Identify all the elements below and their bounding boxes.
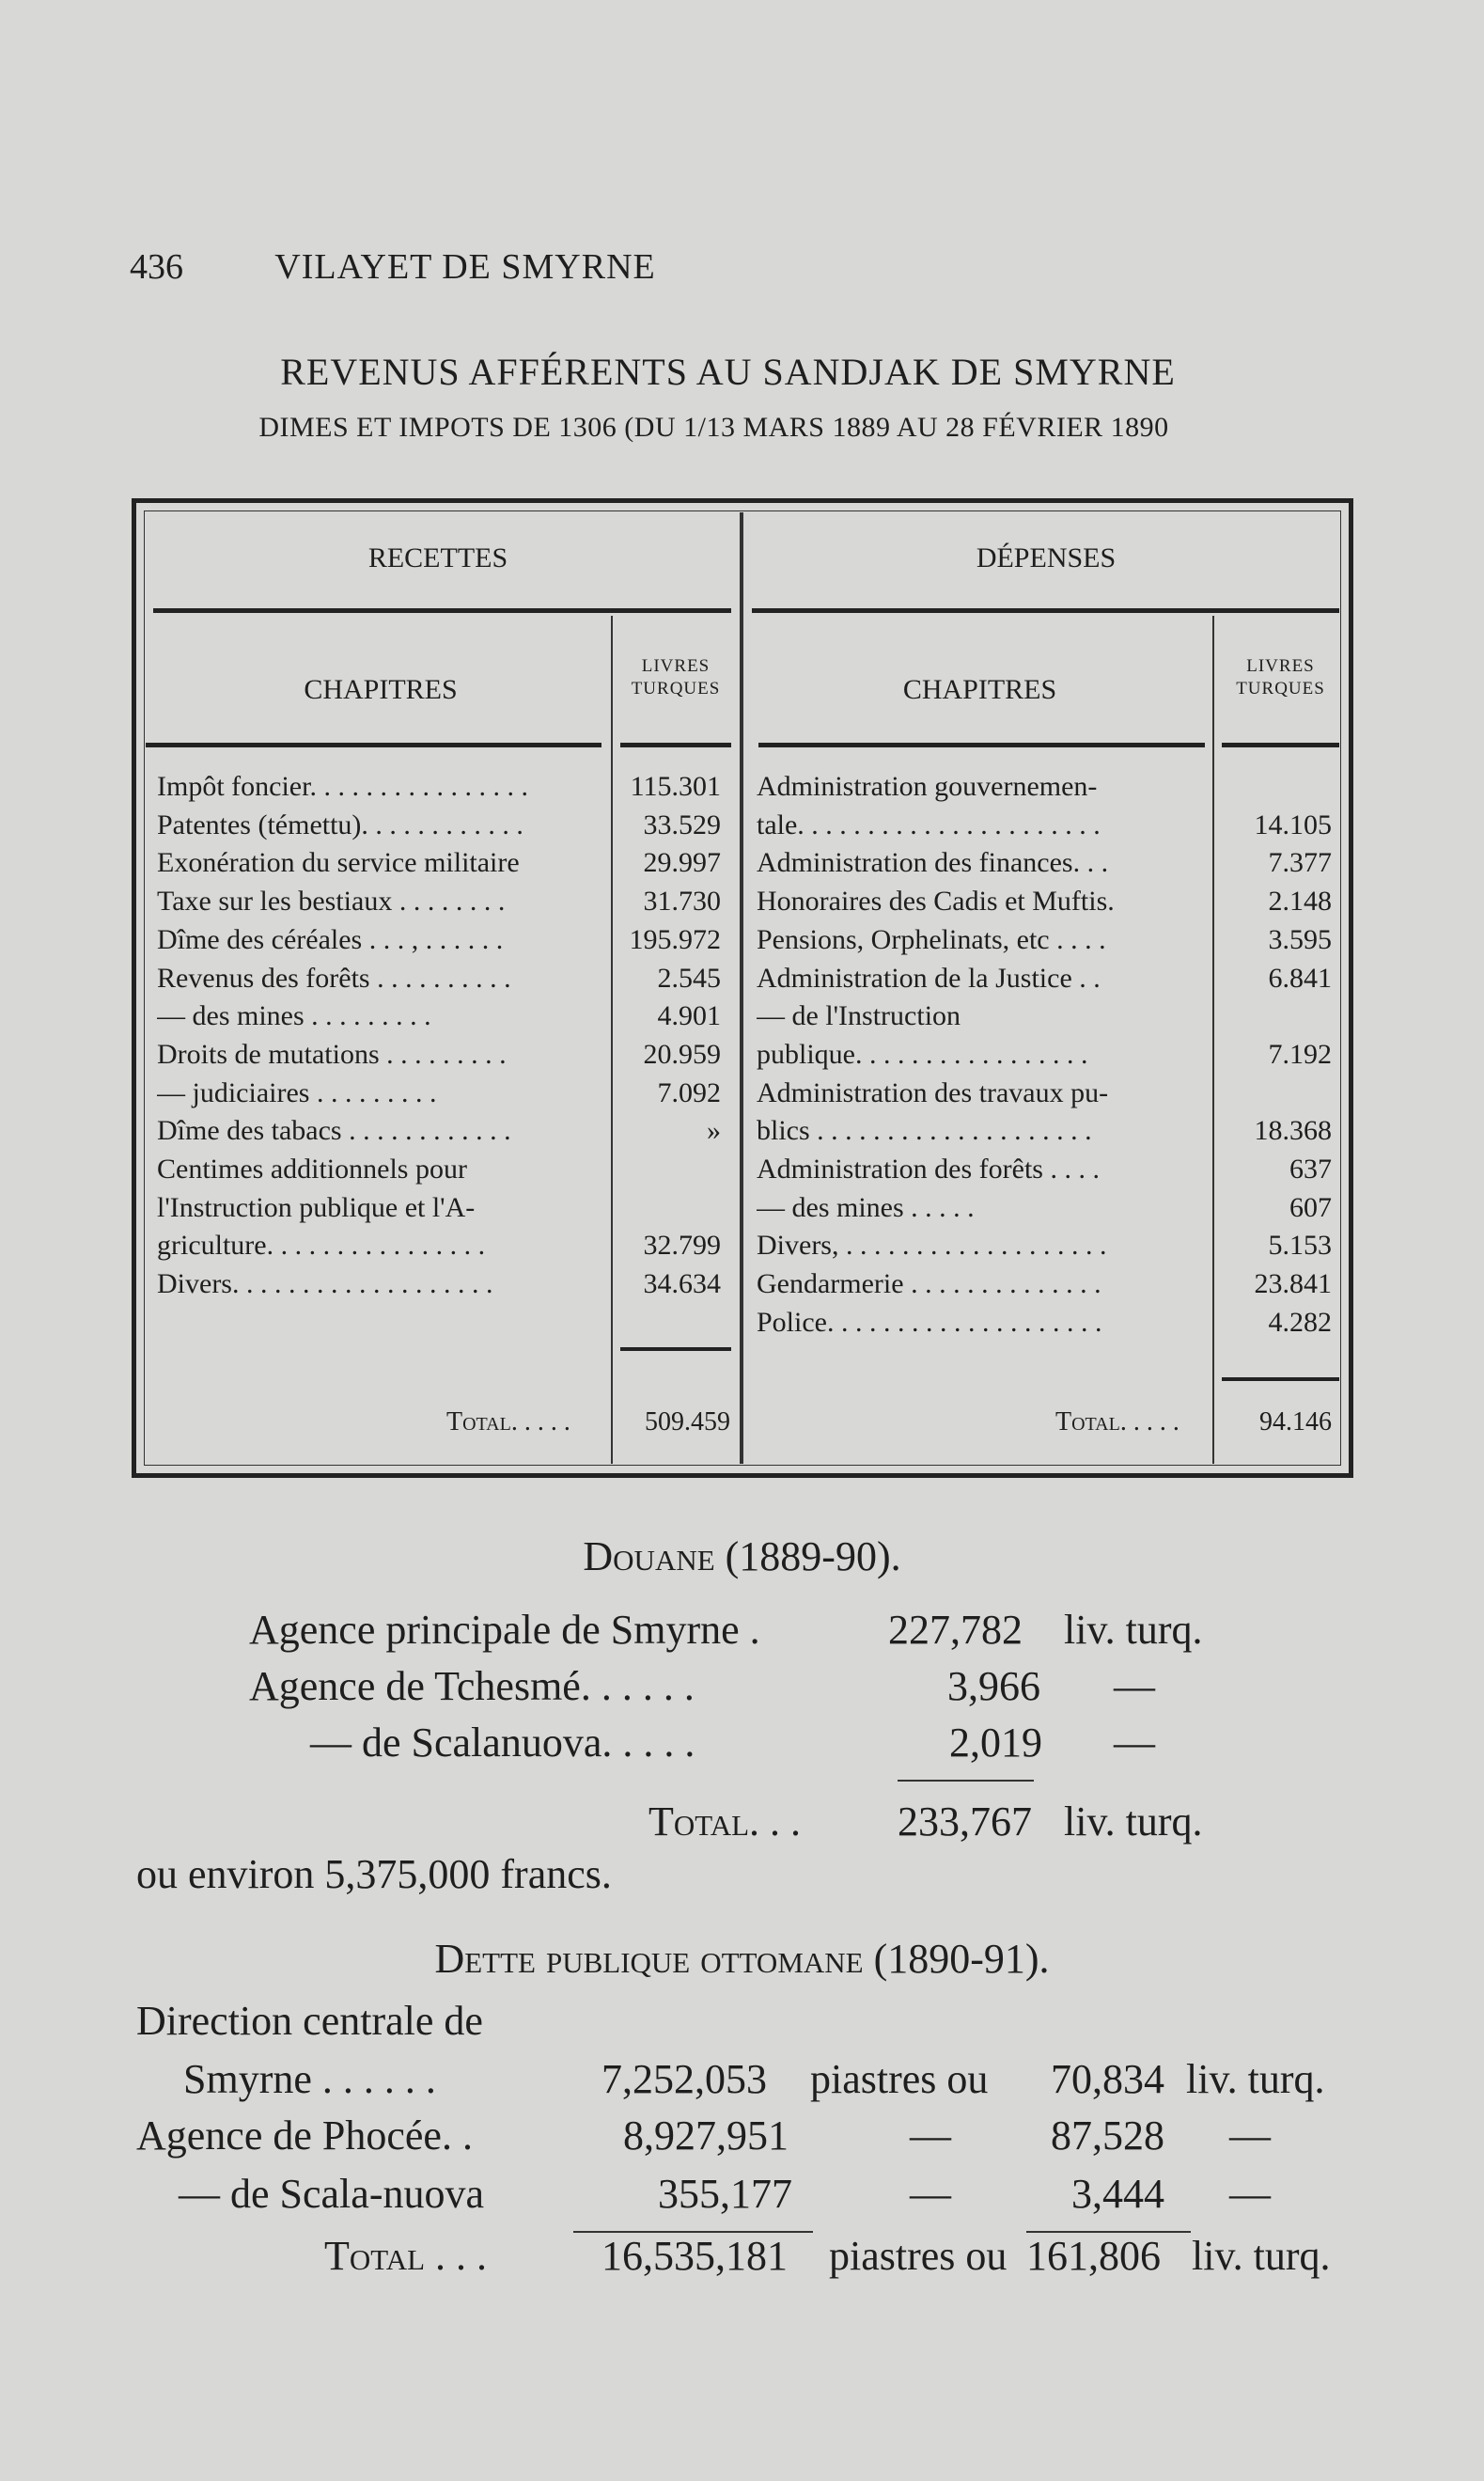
- depenses-row-value: 3.595: [1268, 923, 1332, 955]
- depenses-row-value: 4.282: [1268, 1306, 1332, 1338]
- dette-row-3-piastres: 355,177: [658, 2171, 792, 2217]
- recettes-livres-label: LIVRES TURQUES: [631, 656, 721, 699]
- depenses-row-label: Gendarmerie . . . . . . . . . . . . . .: [757, 1268, 1101, 1300]
- depenses-row-label: Police. . . . . . . . . . . . . . . . . . . .: [757, 1306, 1102, 1338]
- dette-row-3-unit: —: [1229, 2171, 1271, 2217]
- douane-row-3-value: 2,019: [949, 1719, 1042, 1766]
- recettes-row-value: 195.972: [629, 923, 721, 955]
- recettes-chapitres-rule: [146, 743, 601, 747]
- depenses-row-label: Honoraires des Cadis et Muftis.: [757, 886, 1115, 918]
- recettes-value-divider: [611, 616, 613, 1464]
- depenses-row-label: tale. . . . . . . . . . . . . . . . . . . . . .: [757, 809, 1101, 840]
- dette-row-1-label-a: Direction centrale de: [136, 1998, 483, 2044]
- douane-row-3-label: — de Scalanuova. . . . .: [310, 1719, 695, 1766]
- dette-row-3-label: — de Scala-nuova: [179, 2171, 484, 2217]
- depenses-row-value: 18.368: [1254, 1115, 1332, 1147]
- douane-note: ou environ 5,375,000 francs.: [136, 1851, 612, 1897]
- recettes-row-value: 31.730: [643, 886, 721, 918]
- dette-row-1-piastres: 7,252,053: [601, 2056, 767, 2102]
- recettes-chapitres-label: CHAPITRES: [304, 674, 458, 705]
- recettes-row-value: 115.301: [630, 771, 721, 802]
- douane-total-value: 233,767: [898, 1798, 1032, 1845]
- depenses-row-value: 7.377: [1268, 847, 1332, 879]
- recettes-row-value: 32.799: [643, 1230, 721, 1262]
- recettes-livres-rule: [620, 743, 731, 747]
- recettes-subtotal-rule: [620, 1347, 731, 1351]
- recettes-row-value: 29.997: [643, 847, 721, 879]
- recettes-row-label: Taxe sur les bestiaux . . . . . . . .: [157, 886, 506, 918]
- depenses-row-label: Administration des forêts . . . .: [757, 1154, 1100, 1185]
- douane-row-3-unit: —: [1114, 1719, 1155, 1766]
- depenses-row-label: — des mines . . . . .: [757, 1191, 975, 1223]
- depenses-chapitres-label: CHAPITRES: [902, 674, 1057, 705]
- douane-total-rule: [898, 1780, 1034, 1782]
- dette-total-livres: 161,806: [1026, 2233, 1161, 2279]
- recettes-row-label: Divers. . . . . . . . . . . . . . . . . . .: [157, 1268, 493, 1300]
- dette-row-1-unit: liv. turq.: [1186, 2056, 1325, 2102]
- page-number: 436: [130, 247, 183, 287]
- recettes-row-label: Centimes additionnels pour: [157, 1154, 467, 1185]
- dette-row-3-livres: 3,444: [1071, 2171, 1164, 2217]
- douane-title: Douane (1889-90).: [583, 1533, 901, 1579]
- depenses-row-value: 607: [1289, 1191, 1332, 1223]
- douane-total-unit: liv. turq.: [1064, 1798, 1203, 1845]
- dette-row-2-label: Agence de Phocée. .: [136, 2112, 473, 2159]
- recettes-row-label: Revenus des forêts . . . . . . . . . .: [157, 962, 511, 994]
- recettes-row-label: Dîme des céréales . . . , . . . . . .: [157, 923, 504, 955]
- recettes-row-label: l'Instruction publique et l'A-: [157, 1191, 476, 1223]
- douane-total-label: Total. . .: [648, 1798, 802, 1845]
- running-title: VILAYET DE SMYRNE: [274, 247, 656, 287]
- dette-row-1-label-b: Smyrne . . . . . .: [183, 2056, 436, 2102]
- depenses-row-label: — de l'Instruction: [757, 1000, 961, 1032]
- recettes-row-label: griculture. . . . . . . . . . . . . . . .: [157, 1230, 486, 1262]
- center-divider: [740, 512, 743, 1464]
- depenses-total: 94.146: [1259, 1407, 1332, 1437]
- depenses-row-label: Divers, . . . . . . . . . . . . . . . . . . .: [757, 1230, 1107, 1262]
- section-subtitle: DIMES ET IMPOTS DE 1306 (DU 1/13 MARS 1889 AU 28 FÉVRIER 1890: [258, 412, 1169, 443]
- depenses-row-label: Administration de la Justice . .: [757, 962, 1101, 994]
- recettes-row-label: — des mines . . . . . . . . .: [157, 1000, 431, 1032]
- depenses-row-label: blics . . . . . . . . . . . . . . . . . . . .: [757, 1115, 1092, 1147]
- dette-total-piastres: 16,535,181: [601, 2233, 788, 2279]
- dette-total-unit: liv. turq.: [1192, 2233, 1331, 2279]
- recettes-header: RECETTES: [367, 542, 508, 573]
- recettes-total-label: Total. . . . .: [446, 1407, 570, 1437]
- recettes-header-rule: [153, 608, 731, 613]
- depenses-row-value: 6.841: [1268, 962, 1332, 994]
- douane-row-1-unit: liv. turq.: [1064, 1607, 1203, 1653]
- dette-row-2-livres: 87,528: [1051, 2112, 1164, 2159]
- recettes-row-label: Dîme des tabacs . . . . . . . . . . . .: [157, 1115, 511, 1147]
- dette-total-mid: piastres ou: [829, 2233, 1008, 2279]
- depenses-row-value: 23.841: [1254, 1268, 1332, 1300]
- depenses-row-label: publique. . . . . . . . . . . . . . . . .: [757, 1038, 1088, 1070]
- depenses-row-value: 7.192: [1268, 1038, 1332, 1070]
- dette-title: Dette publique ottomane (1890-91).: [434, 1936, 1050, 1982]
- douane-row-1-label: Agence principale de Smyrne .: [249, 1607, 760, 1653]
- douane-row-2-label: Agence de Tchesmé. . . . . .: [249, 1663, 695, 1709]
- recettes-row-label: Impôt foncier. . . . . . . . . . . . . . . .: [157, 771, 528, 802]
- recettes-total: 509.459: [645, 1407, 730, 1437]
- dette-row-3-mid: —: [910, 2171, 951, 2217]
- dette-total-label: Total . . .: [324, 2233, 488, 2279]
- depenses-row-value: 14.105: [1254, 809, 1332, 840]
- depenses-value-divider: [1212, 616, 1214, 1464]
- dette-row-1-livres: 70,834: [1051, 2056, 1164, 2102]
- depenses-row-value: 2.148: [1268, 886, 1332, 918]
- depenses-row-value: 5.153: [1268, 1230, 1332, 1262]
- section-title: REVENUS AFFÉRENTS AU SANDJAK DE SMYRNE: [280, 351, 1176, 393]
- depenses-row-label: Administration gouvernemen-: [757, 771, 1098, 802]
- recettes-row-value: 34.634: [643, 1268, 721, 1300]
- depenses-total-label: Total. . . . .: [1055, 1407, 1179, 1437]
- recettes-row-value: 33.529: [643, 809, 721, 840]
- depenses-livres-label: LIVRES TURQUES: [1236, 656, 1325, 699]
- depenses-row-label: Administration des finances. . .: [757, 847, 1109, 879]
- recettes-row-label: — judiciaires . . . . . . . . .: [157, 1076, 437, 1108]
- recettes-row-value: 2.545: [657, 962, 721, 994]
- depenses-row-label: Pensions, Orphelinats, etc . . . .: [757, 923, 1106, 955]
- depenses-subtotal-rule: [1222, 1377, 1339, 1381]
- depenses-row-label: Administration des travaux pu-: [757, 1076, 1109, 1108]
- recettes-row-label: Patentes (témettu). . . . . . . . . . . .: [157, 809, 523, 840]
- recettes-row-value: 20.959: [643, 1038, 721, 1070]
- depenses-livres-rule: [1222, 743, 1339, 747]
- recettes-row-value: »: [707, 1115, 721, 1147]
- depenses-chapitres-rule: [758, 743, 1205, 747]
- recettes-row-label: Exonération du service militaire: [157, 847, 520, 879]
- douane-row-2-value: 3,966: [947, 1663, 1040, 1709]
- dette-row-2-piastres: 8,927,951: [623, 2112, 789, 2159]
- recettes-row-label: Droits de mutations . . . . . . . . .: [157, 1038, 507, 1070]
- dette-row-2-mid: —: [910, 2112, 951, 2159]
- revenue-table: [132, 498, 1353, 1478]
- depenses-header-rule: [752, 608, 1339, 613]
- douane-row-1-value: 227,782: [888, 1607, 1023, 1653]
- douane-row-2-unit: —: [1114, 1663, 1155, 1709]
- recettes-row-value: 7.092: [657, 1076, 721, 1108]
- depenses-header: DÉPENSES: [976, 542, 1117, 573]
- dette-row-2-unit: —: [1229, 2112, 1271, 2159]
- depenses-row-value: 637: [1289, 1154, 1332, 1185]
- recettes-row-value: 4.901: [657, 1000, 721, 1032]
- dette-row-1-mid: piastres ou: [810, 2056, 989, 2102]
